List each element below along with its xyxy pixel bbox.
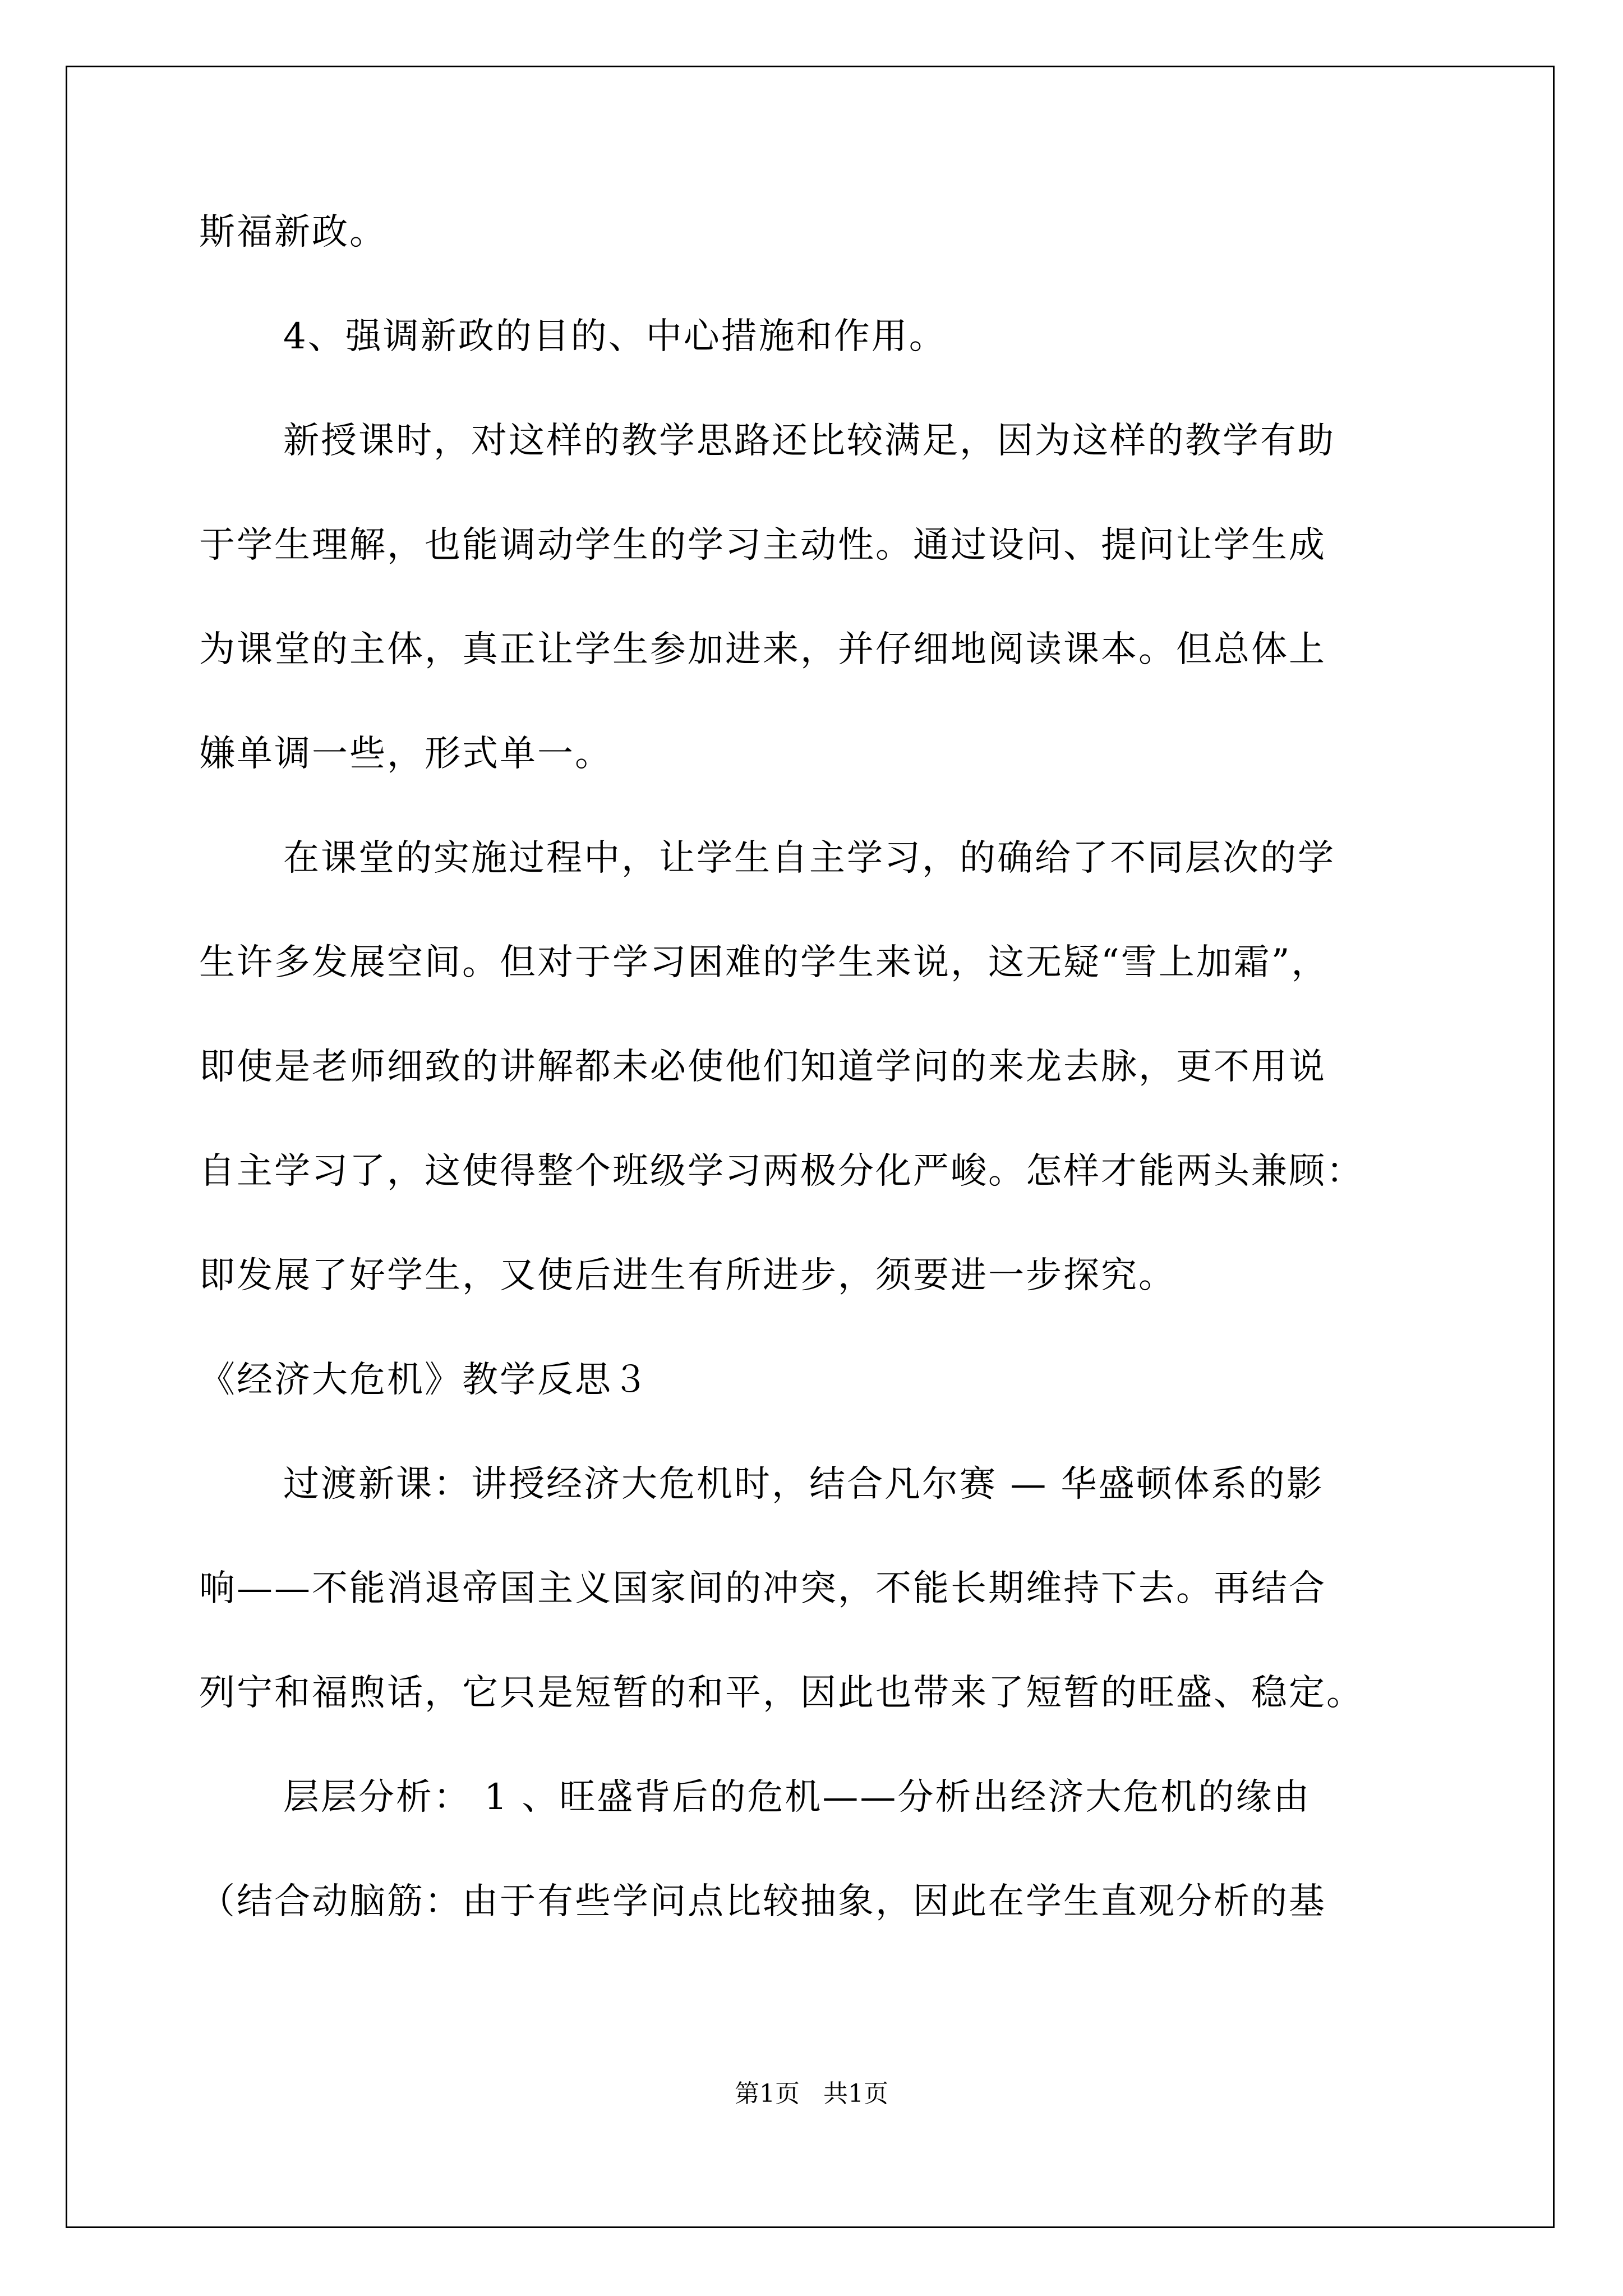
paragraph-line: 列宁和福煦话，它只是短暂的和平，因此也带来了短暂的旺盛、稳定。 [199, 1672, 1364, 1714]
paragraph-line: 过渡新课：讲授经济大危机时，结合凡尔赛 — 华盛顿体系的影 [283, 1464, 1324, 1505]
paragraph-line: 斯福新政。 [199, 211, 387, 253]
paragraph-line: 生许多发展空间。但对于学习困难的学生来说，这无疑“雪上加霜”， [199, 942, 1329, 983]
paragraph-line: （结合动脑筋：由于有些学问点比较抽象，因此在学生直观分析的基 [199, 1881, 1326, 1922]
paragraph-line: 嫌单调一些，形式单一。 [199, 733, 612, 775]
section-heading: 《经济大危机》教学反思３ [199, 1359, 650, 1401]
paragraph-line: 响——不能消退帝国主义国家间的冲突，不能长期维持下去。再结合 [199, 1568, 1326, 1609]
paragraph-line: 4、强调新政的目的、中心措施和作用。 [283, 316, 947, 357]
paragraph-line: 即使是老师细致的讲解都未必使他们知道学问的来龙去脉，更不用说 [199, 1046, 1326, 1088]
paragraph-line: 为课堂的主体，真正让学生参加进来，并仔细地阅读课本。但总体上 [199, 629, 1326, 670]
paragraph-line: 在课堂的实施过程中，让学生自主学习，的确给了不同层次的学 [283, 838, 1335, 879]
paragraph-line: 层层分析： 1 、旺盛背后的危机——分析出经济大危机的缘由 [283, 1777, 1311, 1818]
paragraph-line: 于学生理解，也能调动学生的学习主动性。通过设问、提问让学生成 [199, 524, 1326, 566]
paragraph-line: 自主学习了，这使得整个班级学习两极分化严峻。怎样才能两头兼顾： [199, 1151, 1364, 1192]
paragraph-line: 新授课时，对这样的教学思路还比较满足，因为这样的教学有助 [283, 420, 1335, 462]
document-body [199, 213, 1438, 1921]
page-footer: 第1页 共1页 [735, 2079, 888, 2108]
paragraph-line: 即发展了好学生，又使后进生有所进步，须要进一步探究。 [199, 1255, 1176, 1296]
